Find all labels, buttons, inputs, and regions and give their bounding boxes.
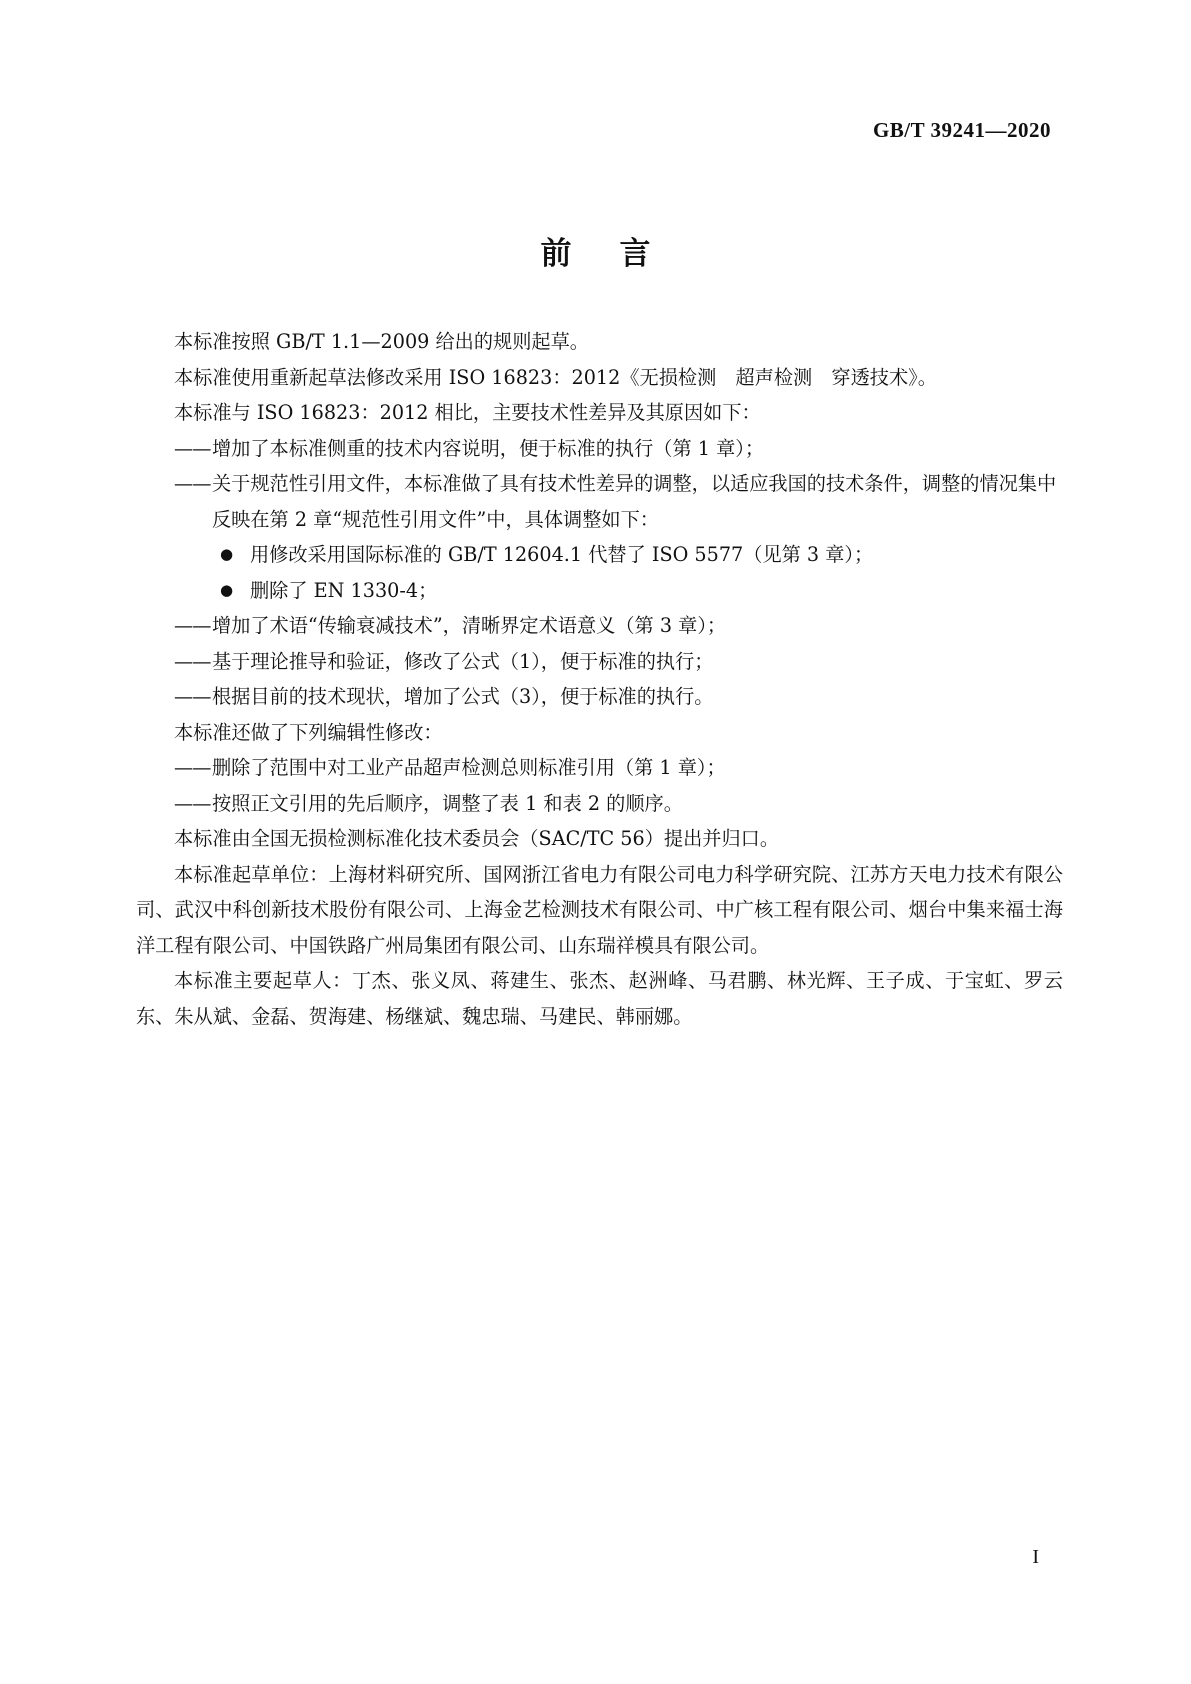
bullet-item-text: 用修改采用国际标准的 GB/T 12604.1 代替了 ISO 5577（见第 3 章）； <box>250 543 874 566</box>
paragraph: 本标准与 ISO 16823：2012 相比，主要技术性差异及其原因如下： <box>174 401 761 424</box>
dash-item <box>136 644 1063 680</box>
dash-item <box>136 431 1063 467</box>
paragraph: 本标准还做了下列编辑性修改： <box>174 720 443 744</box>
paragraph: 本标准使用重新起草法修改采用 ISO 16823：2012《无损检测 超声检测 穿透技术》。 <box>174 365 937 389</box>
bullet-icon: ● <box>220 545 234 563</box>
dash-mark: —— <box>174 649 211 673</box>
bullet-item <box>136 537 1063 573</box>
dash-item-text: 关于规范性引用文件，本标准做了具有技术性差异的调整，以适应我国的技术条件，调整的情况集中反映在第 2 章“规范性引用文件”中，具体调整如下： <box>212 472 1057 531</box>
dash-mark: —— <box>174 436 211 460</box>
paragraph: 本标准主要起草人：丁杰、张义凤、蒋建生、张杰、赵洲峰、马君鹏、林光辉、王子成、于宝虹、罗云东、朱从斌、金磊、贺海建、杨继斌、魏忠瑞、马建民、韩丽娜。 <box>136 969 1063 1028</box>
dash-item <box>136 608 1063 644</box>
dash-item-text: 增加了本标准侧重的技术内容说明，便于标准的执行（第 1 章）； <box>212 436 765 460</box>
dash-item-text: 删除了范围中对工业产品超声检测总则标准引用（第 1 章）； <box>212 756 726 779</box>
dash-item <box>136 786 1063 822</box>
dash-item-text: 增加了术语“传输衰减技术”，清晰界定术语意义（第 3 章）； <box>212 614 727 637</box>
dash-item-text: 按照正文引用的先后顺序，调整了表 1 和表 2 的顺序。 <box>212 791 683 815</box>
bullet-item-text: 删除了 EN 1330-4； <box>250 578 438 602</box>
dash-mark: —— <box>174 685 211 708</box>
bullet-icon: ● <box>220 580 234 599</box>
page-title: 前言 <box>540 236 699 272</box>
paragraph: 本标准由全国无损检测标准化技术委员会（SAC/TC 56）提出并归口。 <box>174 827 780 850</box>
standard-number: GB/T 39241—2020 <box>872 118 1051 142</box>
document-body <box>136 324 1063 1034</box>
dash-item <box>136 750 1063 786</box>
dash-mark: —— <box>174 756 211 779</box>
dash-mark: —— <box>174 791 211 815</box>
dash-item <box>136 466 1063 537</box>
dash-item <box>136 679 1063 715</box>
page-number: I <box>1032 1546 1039 1568</box>
dash-mark: —— <box>174 614 211 637</box>
paragraph: 本标准起草单位：上海材料研究所、国网浙江省电力有限公司电力科学研究院、江苏方天电力技术有限公司、武汉中科创新技术股份有限公司、上海金艺检测技术有限公司、中广核工程有限公司、烟台中集来福士海洋工程有限公司、中国铁路广州局集团有限公司、山东瑞祥模具有限公司。 <box>136 862 1063 957</box>
dash-mark: —— <box>174 472 211 495</box>
dash-item-text: 基于理论推导和验证，修改了公式（1），便于标准的执行； <box>212 649 714 673</box>
dash-item-text: 根据目前的技术现状，增加了公式（3），便于标准的执行。 <box>212 685 714 708</box>
paragraph: 本标准按照 GB/T 1.1—2009 给出的规则起草。 <box>174 330 589 353</box>
bullet-item <box>136 573 1063 609</box>
